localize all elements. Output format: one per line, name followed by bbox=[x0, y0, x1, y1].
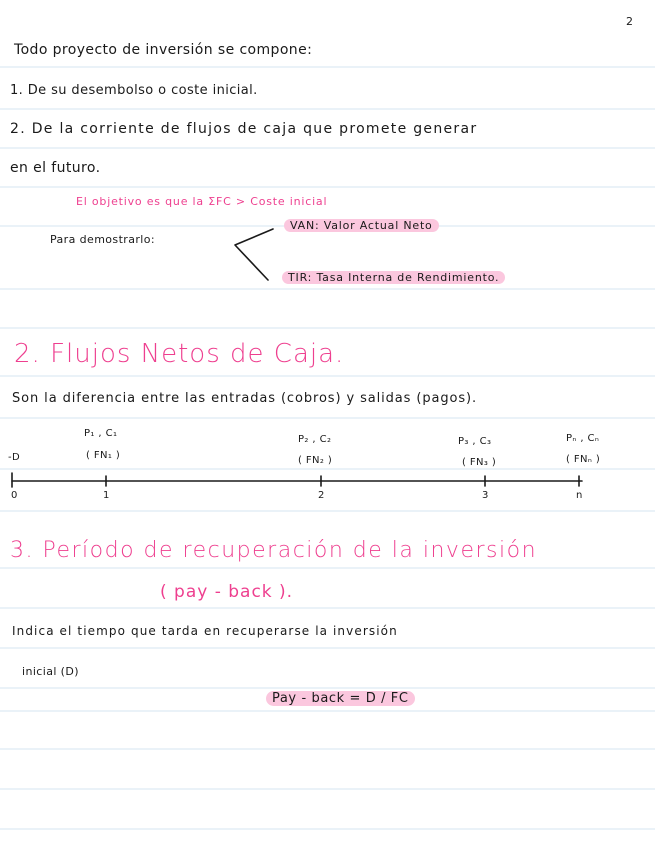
intro-item-2-continued: en el futuro. bbox=[10, 160, 101, 176]
section-3-title: 3. Período de recuperación de la inversión bbox=[10, 538, 538, 563]
timeline-point-1-label: P₁ , C₁ bbox=[84, 428, 118, 439]
demonstrate-label: Para demostrarlo: bbox=[50, 233, 155, 246]
intro-line: Todo proyecto de inversión se compone: bbox=[14, 42, 313, 58]
tir-definition: TIR: Tasa Interna de Rendimiento. bbox=[282, 271, 505, 284]
timeline-point-n-fn: ( FNₙ ) bbox=[566, 454, 601, 465]
timeline-point-n-label: Pₙ , Cₙ bbox=[566, 433, 600, 444]
timeline-tick-n: n bbox=[576, 490, 583, 501]
timeline-point-3-fn: ( FN₃ ) bbox=[462, 457, 497, 468]
section-2-description: Son la diferencia entre las entradas (cobros) y salidas (pagos). bbox=[12, 391, 478, 406]
timeline-point-2-fn: ( FN₂ ) bbox=[298, 455, 333, 466]
timeline-tick-1: 1 bbox=[103, 490, 110, 501]
section-3-description: Indica el tiempo que tarda en recuperarse la inversión bbox=[12, 624, 398, 638]
timeline-tick-2: 2 bbox=[318, 490, 325, 501]
timeline-tick-3: 3 bbox=[482, 490, 489, 501]
section-2-title: 2. Flujos Netos de Caja. bbox=[14, 339, 345, 369]
payback-formula: Pay - back = D / FC bbox=[266, 691, 415, 706]
objective-note: El objetivo es que la ΣFC > Coste inicial bbox=[76, 195, 328, 208]
timeline-point-2-label: P₂ , C₂ bbox=[298, 434, 332, 445]
section-3-description-continued: inicial (D) bbox=[22, 665, 79, 678]
intro-item-2: 2. De la corriente de flujos de caja que promete generar bbox=[10, 121, 478, 137]
van-definition: VAN: Valor Actual Neto bbox=[284, 219, 439, 232]
timeline-point-1-fn: ( FN₁ ) bbox=[86, 450, 121, 461]
intro-item-1: 1. De su desembolso o coste inicial. bbox=[10, 83, 258, 98]
section-3-subtitle: ( pay - back ). bbox=[160, 582, 294, 602]
page-number: 2 bbox=[626, 15, 634, 28]
timeline-initial-outflow: -D bbox=[8, 452, 21, 463]
timeline-point-3-label: P₃ , C₃ bbox=[458, 436, 492, 447]
timeline-origin: 0 bbox=[11, 490, 18, 501]
